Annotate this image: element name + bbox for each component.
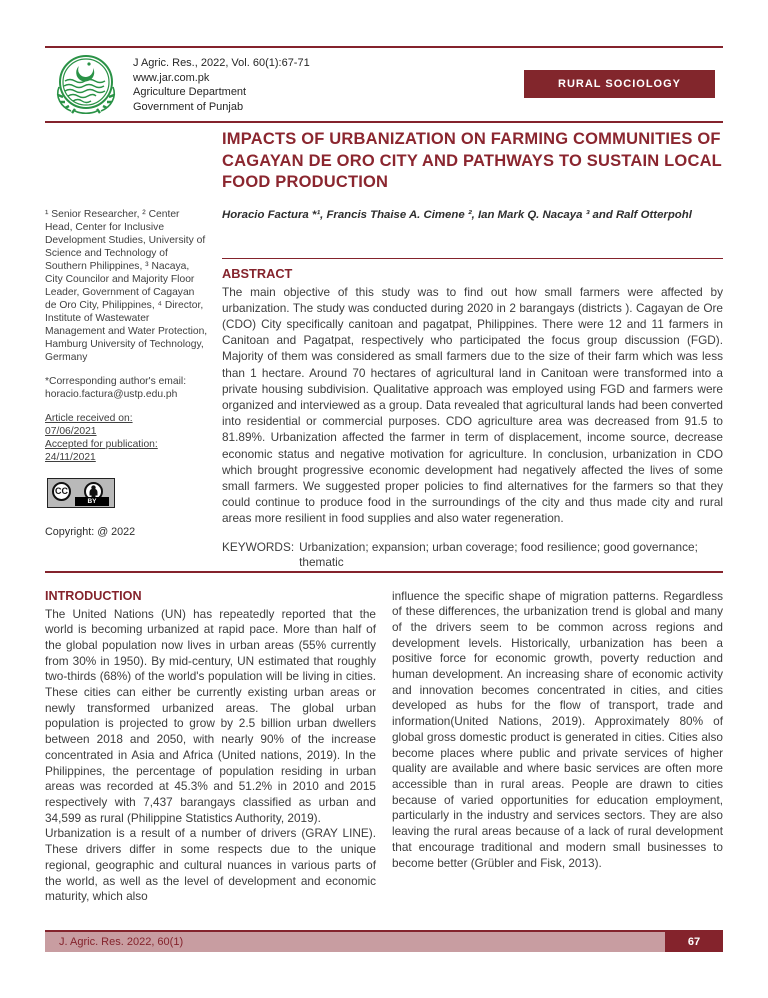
category-badge: RURAL SOCIOLOGY <box>524 70 715 98</box>
upper-section <box>45 123 723 571</box>
introduction-paragraph-3: influence the specific shape of migration patterns. Regardless of these differences, the urbanization trend is global and many of the drivers seem to be common across regions and development levels. Historically, urbanization has been a positive force for economic growth, poverty reduction and human development. An increasing share of economic activity and innovation becomes concentrated in cities, and cities developed as hubs for the flow of transport, trade and information(United Nations, 2019). Approximately 80% of global gross domestic product is generated in cities. Cities also become places where public and private services of higher quality are available and where basic services are often more accessible than in rural areas. People are drawn to cities because of varied opportunities for education employment, particularly in the industry and services sectors. They are also leaving the rural areas because of a lack of rural development that encourage traditional and modern small businesses to become better (Grübler and Fisk, 2013). <box>392 588 723 870</box>
page-number-box <box>665 932 723 952</box>
author-affiliations: ¹ Senior Researcher, ² Center Head, Center for Inclusive Development Studies, University of Science and Technology of Southern Philippines, ³ Nacaya, City Councilor and Majority Floor Leader, Government of Cagayan de Oro City, Philippines, ⁴ Director, Institute of Wastewater Management and Water Protection, Hamburg University of Technology, Germany <box>45 209 208 363</box>
page-number: 67 <box>687 936 701 948</box>
journal-info <box>133 53 310 114</box>
introduction-section <box>45 589 723 905</box>
journal-website: www.jar.com.pk <box>133 71 210 84</box>
accepted-label: Accepted for publication: <box>45 439 158 450</box>
journal-government: Government of Punjab <box>133 100 244 113</box>
journal-citation: J Agric. Res., 2022, Vol. 60(1):67-71 <box>133 57 310 69</box>
article-sidebar <box>45 123 208 571</box>
keywords-block <box>222 540 723 571</box>
introduction-heading: INTRODUCTION <box>45 588 142 603</box>
abstract-heading: ABSTRACT <box>222 265 293 281</box>
received-date: 07/06/2021 <box>45 426 97 437</box>
cc-by-license-badge <box>47 478 115 508</box>
introduction-right-column <box>392 589 723 905</box>
introduction-right-text <box>392 589 723 872</box>
article-authors: Horacio Factura *¹, Francis Thaise A. Cimene ², Ian Mark Q. Nacaya ³ and Ralf Otterpohl <box>222 208 692 221</box>
copyright-notice: Copyright: @ 2022 <box>45 526 136 538</box>
page-footer <box>45 930 723 952</box>
abstract-top-rule <box>222 258 723 259</box>
introduction-paragraph-2: Urbanization is a result of a number of drivers (GRAY LINE). These drivers differ in some respects due to the unique regional, geographic and cultural nuances in various parts of the world, as well as the level of development and economic maturity, which also <box>45 826 376 904</box>
corresponding-author-email: horacio.factura@ustp.edu.ph <box>45 389 178 400</box>
introduction-paragraph-1: The United Nations (UN) has repeatedly reported that the world is becoming urbanized at rapid pace. More than half of the global population now lives in urban areas (55% currently from 30% in 1950). By mid-century, UN estimated that roughly two-thirds (68%) of the world's population will be living in cities. These cities can either be currently existing urban areas or newly transformed urbanized areas. The global urban population is projected to grow by 2.5 billion urban dwellers between 2018 and 2050, with nearly 90% of the increase concentrated in Asia and Africa (United nations, 2019). In the Philippines, the percentage of population residing in urban areas was recorded at 45.3% and 51.2% in 2010 and 2015 respectively with 7,437 barangays classified as urban and 34,599 as rural (Philippine Statistics Authority, 2019). <box>45 606 376 825</box>
page-header <box>45 48 723 121</box>
punjab-government-logo-icon <box>51 53 121 115</box>
keywords-label: KEYWORDS: <box>222 539 295 554</box>
accepted-date: 24/11/2021 <box>45 452 96 463</box>
journal-department: Agriculture Department <box>133 86 247 98</box>
corresponding-author-label: *Corresponding author's email: <box>45 376 187 387</box>
introduction-left-text <box>45 607 376 905</box>
received-label: Article received on: <box>45 413 133 424</box>
keywords-text: Urbanization; expansion; urban coverage; food resilience; good governance; thematic <box>299 539 698 570</box>
introduction-left-column <box>45 589 376 905</box>
footer-citation-bar <box>45 932 665 952</box>
cc-logo-icon: CC <box>52 482 71 501</box>
abstract-text: The main objective of this study was to find out how small farmers were affected by urbanization. The study was conducted during 2020 in 2 barangays (districts ). Cagayan de Ore (CDO) City specifically canitoan and pagatpat, Philippines. There were 12 and 11 farmers in Canitoan and Pagatpat, respectively who participated the focus group discussion (FGD). Majority of them was considered as small farmers due to the size of their farm which was less than 1 hectare. Around 70 hectares of agricultural land in Canitoan were transformed into a private housing subdivision. Qualitative approach was employed using FGD and farmers were organized and interviewed as a group. Data revealed that agricultural lands had been converted into residential or commercial purposes. CDO agriculture area was decreased from 91.5 to 81.89%. Urbanization affected the farmer in term of displacement, income source, decrease economic status and negative motivation for agriculture. In conclusion, urbanization in CDO which brought progressive economic development had negatively affected the lives of some small farmers. We suggested proper policies to find alternatives for the farmers so that they could continue to produce food in the surroundings of the city and thus made city and rural areas more resilient in food supplies and also water regeneration. <box>222 284 723 526</box>
footer-citation: J. Agric. Res. 2022, 60(1) <box>59 936 184 948</box>
corresponding-author <box>45 375 208 401</box>
article-main-column <box>222 123 723 571</box>
cc-by-label: BY <box>75 497 109 506</box>
section-divider-rule <box>45 571 723 573</box>
article-dates <box>45 412 208 464</box>
article-title: IMPACTS OF URBANIZATION ON FARMING COMMUNITIES OF CAGAYAN DE ORO CITY AND PATHWAYS TO SUSTAIN LOCAL FOOD PRODUCTION <box>222 130 722 191</box>
